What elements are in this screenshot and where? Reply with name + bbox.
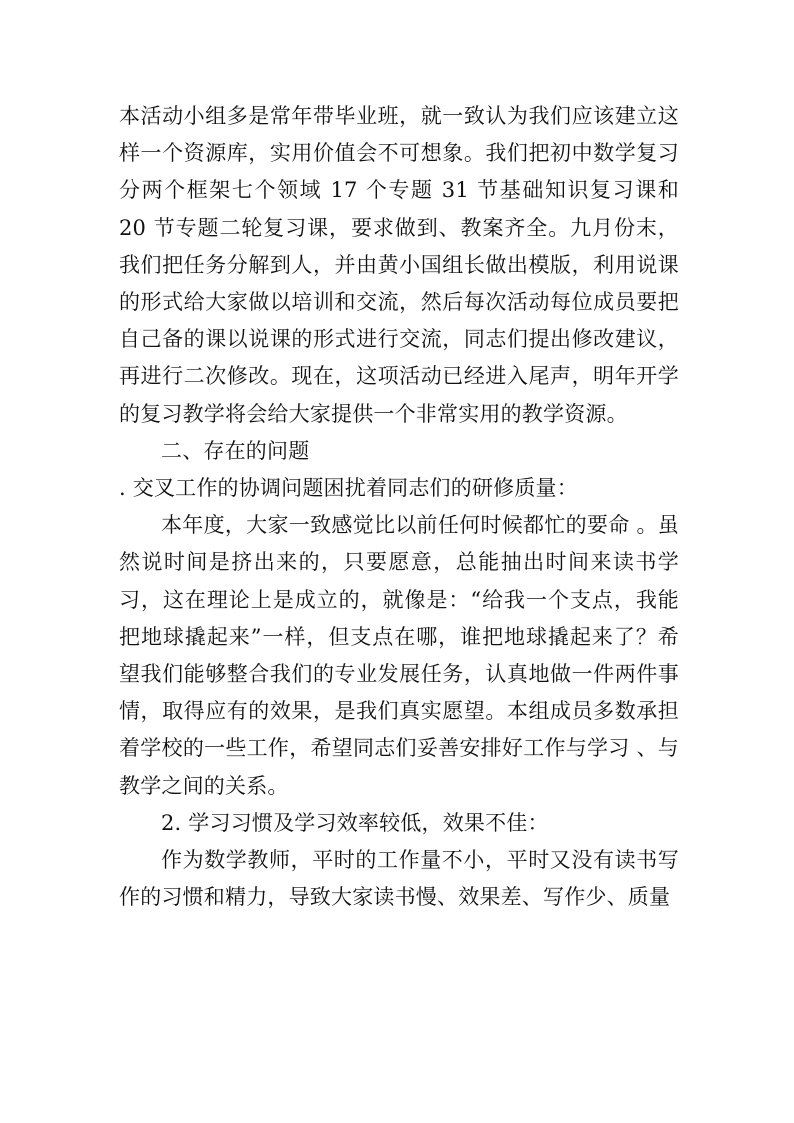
paragraph-math-teachers: 作为数学教师，平时的工作量不小，平时又没有读书写作的习惯和精力，导致大家读书慢、效果差、写作少、质量	[119, 848, 679, 910]
subheading-coordination: . 交叉工作的协调问题困扰着同志们的研修质量：	[119, 476, 578, 501]
section-heading-problems: 二、存在的问题	[161, 438, 310, 463]
paragraph-busy-workload: 本年度，大家一致感觉比以前任何时候都忙的要命 。虽然说时间是挤出来的，只要愿意，总能抽出时间来读书学习，这在理论上是成立的，就像是：“给我一个支点，我能把地球撬起来”一样，但支点在哪，谁把地球撬起来了？希望我们能够整合我们的专业发展任务，认真地做一件两件事情，取得应有的效果，是我们真实愿望。本组成员多数承担着学校的一些工作，希望同志们妥善安排好工作与学习 、与教学之间的关系。	[119, 513, 679, 798]
paragraph-resource-library: 本活动小组多是常年带毕业班，就一致认为我们应该建立这样一个资源库，实用价值会不可想象。我们把初中数学复习分两个框架七个领域 17 个专题 31 节基础知识复习课和 20 节专题二轮复习课，要求做到、教案齐全。九月份末，我们把任务分解到人，并由黄小国组长做出模版，利用说课的形式给大家做以培训和交流，然后每次活动每位成员要把自己备的课以说课的形式进行交流，同志们提出修改建议，再进行二次修改。现在，这项活动已经进入尾声，明年开学的复习教学将会给大家提供一个非常实用的教学资源。	[119, 104, 679, 426]
body-text	[119, 98, 679, 916]
subheading-study-habits: 2. 学习习惯及学习效率较低，效果不佳：	[161, 810, 549, 835]
